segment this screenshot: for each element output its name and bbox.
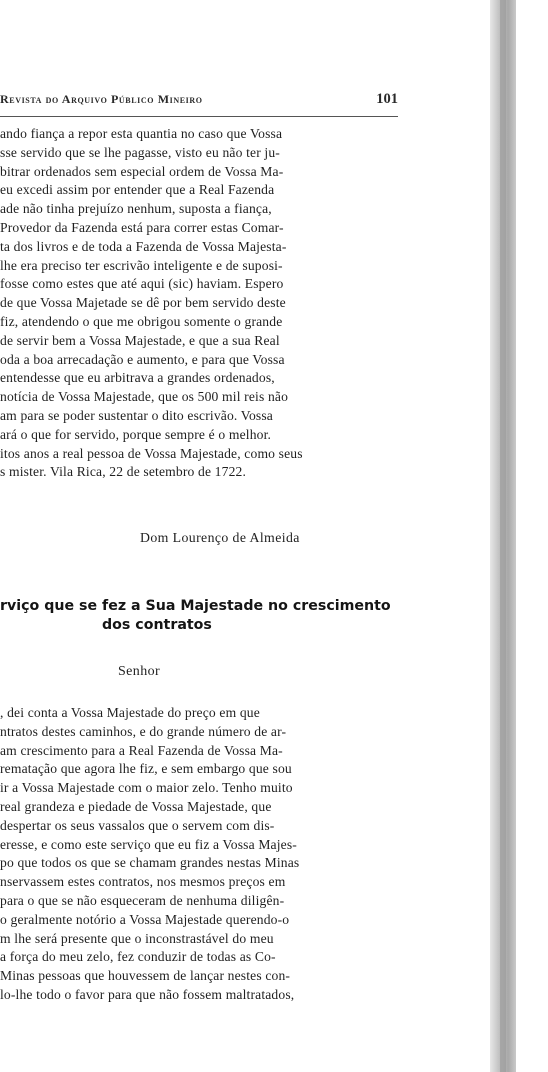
text-line: eresse, e como este serviço que eu fiz a Vossa Majes- (0, 836, 297, 852)
text-line: ntratos destes caminhos, e do grande número de ar- (0, 723, 287, 739)
text-line: ade não tinha prejuízo nenhum, suposta a fiança, (0, 201, 272, 217)
journal-title: Revista do Arquivo Público Mineiro (0, 92, 203, 106)
text-line: de que Vossa Majetade se dê por bem servido deste (0, 295, 286, 311)
text-line: lhe era preciso ter escrivão inteligente e de suposi- (0, 257, 283, 273)
text-line: , dei conta a Vossa Majestade do preço em que (0, 705, 260, 720)
text-line: a força do meu zelo, fez conduzir de todas as Co- (0, 949, 276, 965)
section-title-line-1: rviço que se fez a Sua Majestade no crescimento (0, 598, 391, 614)
text-line: despertar os seus vassalos que o servem com dis- (0, 817, 275, 833)
text-line: m lhe será presente que o inconstrastável do meu (0, 930, 274, 946)
text-line: am crescimento para a Real Fazenda de Vossa Ma- (0, 742, 283, 758)
text-line: Minas pessoas que houvessem de lançar nestes con- (0, 968, 291, 984)
section-title-line-2: dos contratos (102, 617, 212, 633)
text-line: eu excedi assim por entender que a Real Fazenda (0, 182, 275, 198)
text-line: para o que se não esqueceram de nenhuma diligên- (0, 892, 285, 908)
text-line: ta dos livros e de toda a Fazenda de Vossa Majesta- (0, 238, 287, 254)
section-title (0, 597, 420, 635)
text-line: fosse como estes que até aqui (sic) haviam. Espero (0, 276, 284, 292)
text-line: real grandeza e piedade de Vossa Majestade, que (0, 798, 272, 814)
signature: Dom Lourenço de Almeida (140, 530, 300, 545)
text-line: o geralmente notório a Vossa Majestade querendo-o (0, 911, 290, 927)
text-line: nservassem estes contratos, nos mesmos preços em (0, 874, 286, 890)
text-line: oda a boa arrecadação e aumento, e para que Vossa (0, 351, 285, 367)
text-line: Provedor da Fazenda está para correr estas Comar- (0, 219, 284, 235)
text-line: bitrar ordenados sem especial ordem de Vossa Ma- (0, 163, 284, 179)
header-rule (0, 116, 398, 117)
text-line: notícia de Vossa Majestade, que os 500 mil reis não (0, 389, 289, 405)
text-line: de servir bem a Vossa Majestade, e que a sua Real (0, 332, 280, 348)
text-line: ando fiança a repor esta quantia no caso que Vossa (0, 126, 283, 141)
book-gutter-line (500, 0, 506, 1072)
text-line: po que todos os que se chamam grandes nestas Minas (0, 855, 300, 871)
running-head (0, 92, 398, 112)
page-number: 101 (376, 91, 398, 107)
letter-1-body (0, 125, 412, 482)
text-line: rematação que agora lhe fiz, e sem embargo que sou (0, 761, 292, 777)
text-line: am para se poder sustentar o dito escrivão. Vossa (0, 407, 273, 423)
salutation: Senhor (118, 664, 161, 679)
text-line: ir a Vossa Majestade com o maior zelo. Tenho muito (0, 780, 293, 796)
text-line: fiz, atendendo o que me obrigou somente o grande (0, 313, 283, 329)
text-line: s mister. Vila Rica, 22 de setembro de 1722. (0, 464, 247, 480)
text-line: ará o que for servido, porque sempre é o melhor. (0, 426, 272, 442)
text-line: itos anos a real pessoa de Vossa Majestade, como seus (0, 445, 303, 461)
letter-2-body (0, 704, 412, 1005)
text-line: lo-lhe todo o favor para que não fossem maltratados, (0, 986, 295, 1002)
text-line: entendesse que eu arbitrava a grandes ordenados, (0, 370, 275, 386)
text-line: sse servido que se lhe pagasse, visto eu não ter ju- (0, 144, 280, 160)
